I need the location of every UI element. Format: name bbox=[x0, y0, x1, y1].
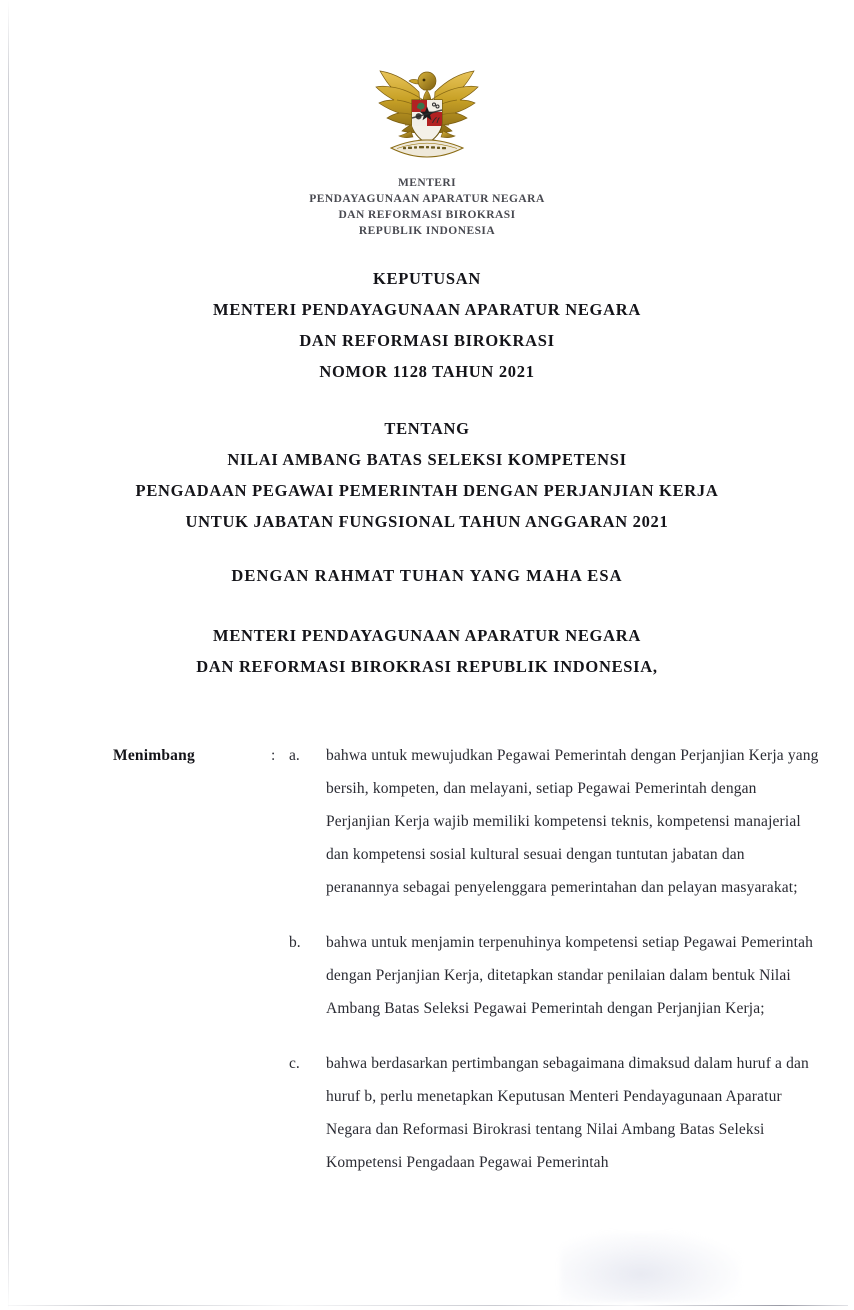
considering-item-text: bahwa untuk menjamin terpenuhinya kompetensi setiap Pegawai Pemerintah dengan Perjanjian Kerja, ditetapkan standar penilaian dalam bentuk Nilai Ambang Batas Seleksi Pegawai Pemerintah dengan Perjanjian Kerja; bbox=[326, 934, 813, 1017]
emblem-container bbox=[0, 56, 854, 167]
considering-separator: : bbox=[271, 747, 276, 764]
title-ministry-line-1: MENTERI PENDAYAGUNAAN APARATUR NEGARA bbox=[213, 300, 641, 319]
letterhead-line-1: MENTERI bbox=[397, 177, 457, 189]
considering-item-text: bahwa untuk mewujudkan Pegawai Pemerintah dengan Perjanjian Kerja yang bersih, kompeten, dan melayani, setiap Pegawai Pemerintah dengan Perjanjian Kerja wajib memiliki kompetensi teknis, kompetensi manajerial dan kompetensi sosial kultural sesuai dengan tuntutan jabatan dan peranannya sebagai penyelenggara pemerintahan dan pelayan masyarakat; bbox=[326, 747, 819, 896]
subject-line-1: NILAI AMBANG BATAS SELEKSI KOMPETENSI bbox=[227, 450, 627, 469]
letterhead-line-3: DAN REFORMASI BIROKRASI bbox=[338, 209, 516, 221]
decree-number: NOMOR 1128 TAHUN 2021 bbox=[319, 362, 535, 381]
considering-item-marker: b. bbox=[289, 934, 301, 951]
official-title-line-2: DAN REFORMASI BIROKRASI REPUBLIK INDONESIA, bbox=[196, 657, 658, 676]
considering-section bbox=[0, 739, 854, 1179]
considering-item bbox=[289, 739, 819, 904]
considering-item bbox=[289, 926, 819, 1025]
considering-list bbox=[0, 739, 854, 1179]
decree-subject-block bbox=[0, 413, 854, 537]
subject-line-2: PENGADAAN PEGAWAI PEMERINTAH DENGAN PERJANJIAN KERJA bbox=[135, 481, 719, 500]
scan-edge-bottom bbox=[8, 1305, 848, 1306]
garuda-pancasila-emblem bbox=[367, 56, 487, 162]
subject-tentang-label: TENTANG bbox=[384, 419, 470, 438]
official-title-line-1: MENTERI PENDAYAGUNAAN APARATUR NEGARA bbox=[213, 626, 641, 645]
considering-item-marker: a. bbox=[289, 747, 300, 764]
blessing-block bbox=[0, 560, 854, 591]
considering-item-marker: c. bbox=[289, 1055, 300, 1072]
letterhead-line-4: REPUBLIK INDONESIA bbox=[358, 225, 496, 237]
blessing-text: DENGAN RAHMAT TUHAN YANG MAHA ESA bbox=[231, 566, 623, 585]
scan-smudge bbox=[560, 1232, 740, 1302]
title-ministry-line-2: DAN REFORMASI BIROKRASI bbox=[299, 331, 555, 350]
considering-label: Menimbang bbox=[113, 747, 195, 764]
considering-item bbox=[289, 1047, 819, 1179]
considering-item-text: bahwa berdasarkan pertimbangan sebagaimana dimaksud dalam huruf a dan huruf b, perlu menetapkan Keputusan Menteri Pendayagunaan Aparatur Negara dan Reformasi Birokrasi tentang Nilai Ambang Batas Seleksi Kompetensi Pengadaan Pegawai Pemerintah bbox=[326, 1055, 809, 1171]
letterhead-line-2: PENDAYAGUNAAN APARATUR NEGARA bbox=[309, 193, 545, 205]
letterhead bbox=[0, 175, 854, 239]
title-keputusan: KEPUTUSAN bbox=[372, 269, 482, 288]
subject-line-3: UNTUK JABATAN FUNGSIONAL TAHUN ANGGARAN 2021 bbox=[185, 512, 669, 531]
official-title-block bbox=[0, 620, 854, 682]
decree-title-block bbox=[0, 263, 854, 387]
